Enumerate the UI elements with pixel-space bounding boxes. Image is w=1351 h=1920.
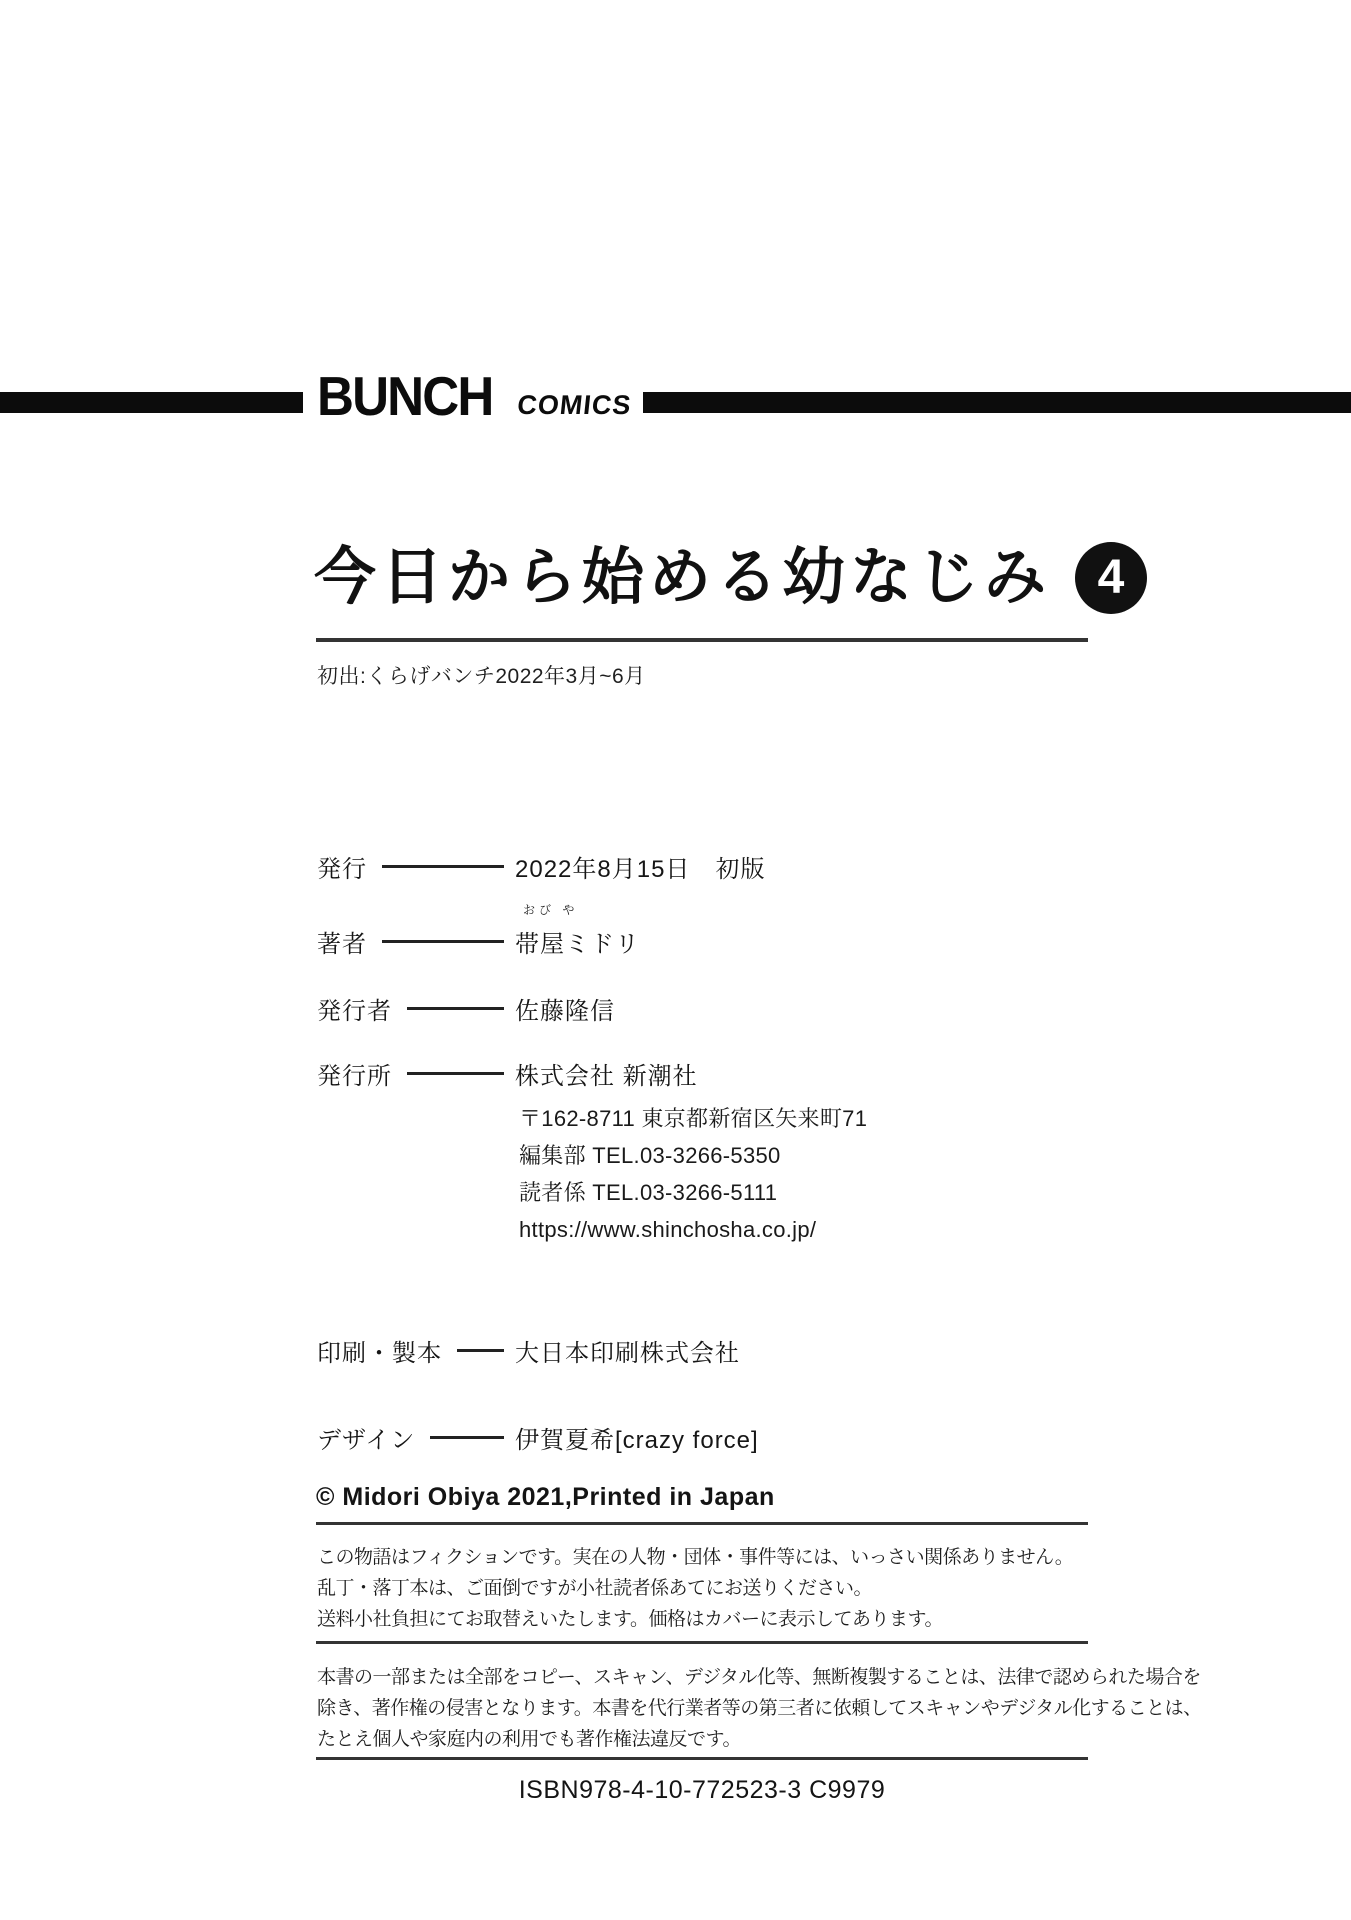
editorial-phone: 編集部 TEL.03-3266-5350 — [519, 1143, 781, 1168]
row-label: 発行所 — [317, 1062, 392, 1090]
row-value: 佐藤隆信 — [515, 997, 615, 1025]
colophon-row-printing — [317, 1335, 1089, 1365]
title-block — [314, 540, 1147, 616]
reproduction-notice — [317, 1662, 1202, 1755]
notice-line: 除き、著作権の侵害となります。本書を代行業者等の第三者に依頼してスキャンやデジタル化することは、 — [317, 1698, 1202, 1719]
notice-line: この物語はフィクションです。実在の人物・団体・事件等には、いっさい関係ありません。 — [317, 1547, 1074, 1568]
row-dash-line — [382, 940, 504, 943]
publisher-url: https://www.shinchosha.co.jp/ — [519, 1217, 817, 1242]
divider — [316, 1641, 1088, 1644]
fiction-returns-notice — [317, 1542, 1107, 1635]
author-furigana: おび や — [523, 903, 579, 917]
row-label: デザイン — [317, 1426, 416, 1454]
row-dash-line — [457, 1349, 504, 1352]
colophon-row-design — [317, 1422, 1089, 1452]
isbn-line: ISBN978-4-10-772523-3 C9979 — [518, 1776, 886, 1804]
colophon-row-publisher-person — [317, 993, 1089, 1023]
brand-bar-left — [0, 392, 303, 413]
notice-line: 送料小社負担にてお取替えいたします。価格はカバーに表示してあります。 — [317, 1609, 943, 1630]
row-dash-line — [382, 865, 504, 868]
first-publication-note: 初出:くらげバンチ2022年3月~6月 — [317, 665, 646, 688]
row-dash-line — [407, 1072, 504, 1075]
row-dash-line — [430, 1436, 504, 1439]
row-label: 発行者 — [317, 997, 392, 1025]
colophon-row-author — [317, 926, 1089, 956]
colophon-row-published — [317, 851, 1089, 881]
row-value: 帯屋ミドリ — [515, 930, 640, 958]
row-value: 伊賀夏希[crazy force] — [515, 1426, 759, 1454]
colophon-row-publisher-company — [317, 1058, 1089, 1088]
row-dash-line — [407, 1007, 504, 1010]
divider — [316, 1757, 1088, 1760]
brand-logo: BUNCH — [317, 365, 493, 427]
notice-line: たとえ個人や家庭内の利用でも著作権法違反です。 — [317, 1729, 741, 1750]
notice-line: 乱丁・落丁本は、ご面倒ですが小社読者係あてにお送りください。 — [317, 1578, 873, 1599]
divider — [316, 1522, 1088, 1525]
publisher-contact-block — [519, 1100, 867, 1248]
title-divider — [316, 638, 1088, 642]
notice-line: 本書の一部または全部をコピー、スキャン、デジタル化等、無断複製することは、法律で認められた場合を — [317, 1667, 1201, 1688]
row-value: 大日本印刷株式会社 — [515, 1339, 740, 1367]
readers-phone: 読者係 TEL.03-3266-5111 — [519, 1180, 778, 1205]
publisher-postal-address: 〒162-8711 東京都新宿区矢来町71 — [519, 1106, 868, 1131]
row-value: 2022年8月15日 初版 — [515, 855, 766, 883]
volume-badge: 4 — [1075, 542, 1147, 614]
brand-bar-right — [643, 392, 1351, 413]
row-label: 著者 — [317, 930, 367, 958]
row-value: 株式会社 新潮社 — [515, 1062, 698, 1090]
brand-logo-sub: COMICS — [515, 390, 633, 420]
brand-band — [0, 358, 1351, 427]
row-label: 発行 — [317, 855, 367, 883]
book-title: 今日から始める幼なじみ — [314, 543, 1052, 612]
copyright-line: © Midori Obiya 2021,Printed in Japan — [316, 1483, 775, 1511]
row-label: 印刷・製本 — [317, 1339, 442, 1367]
